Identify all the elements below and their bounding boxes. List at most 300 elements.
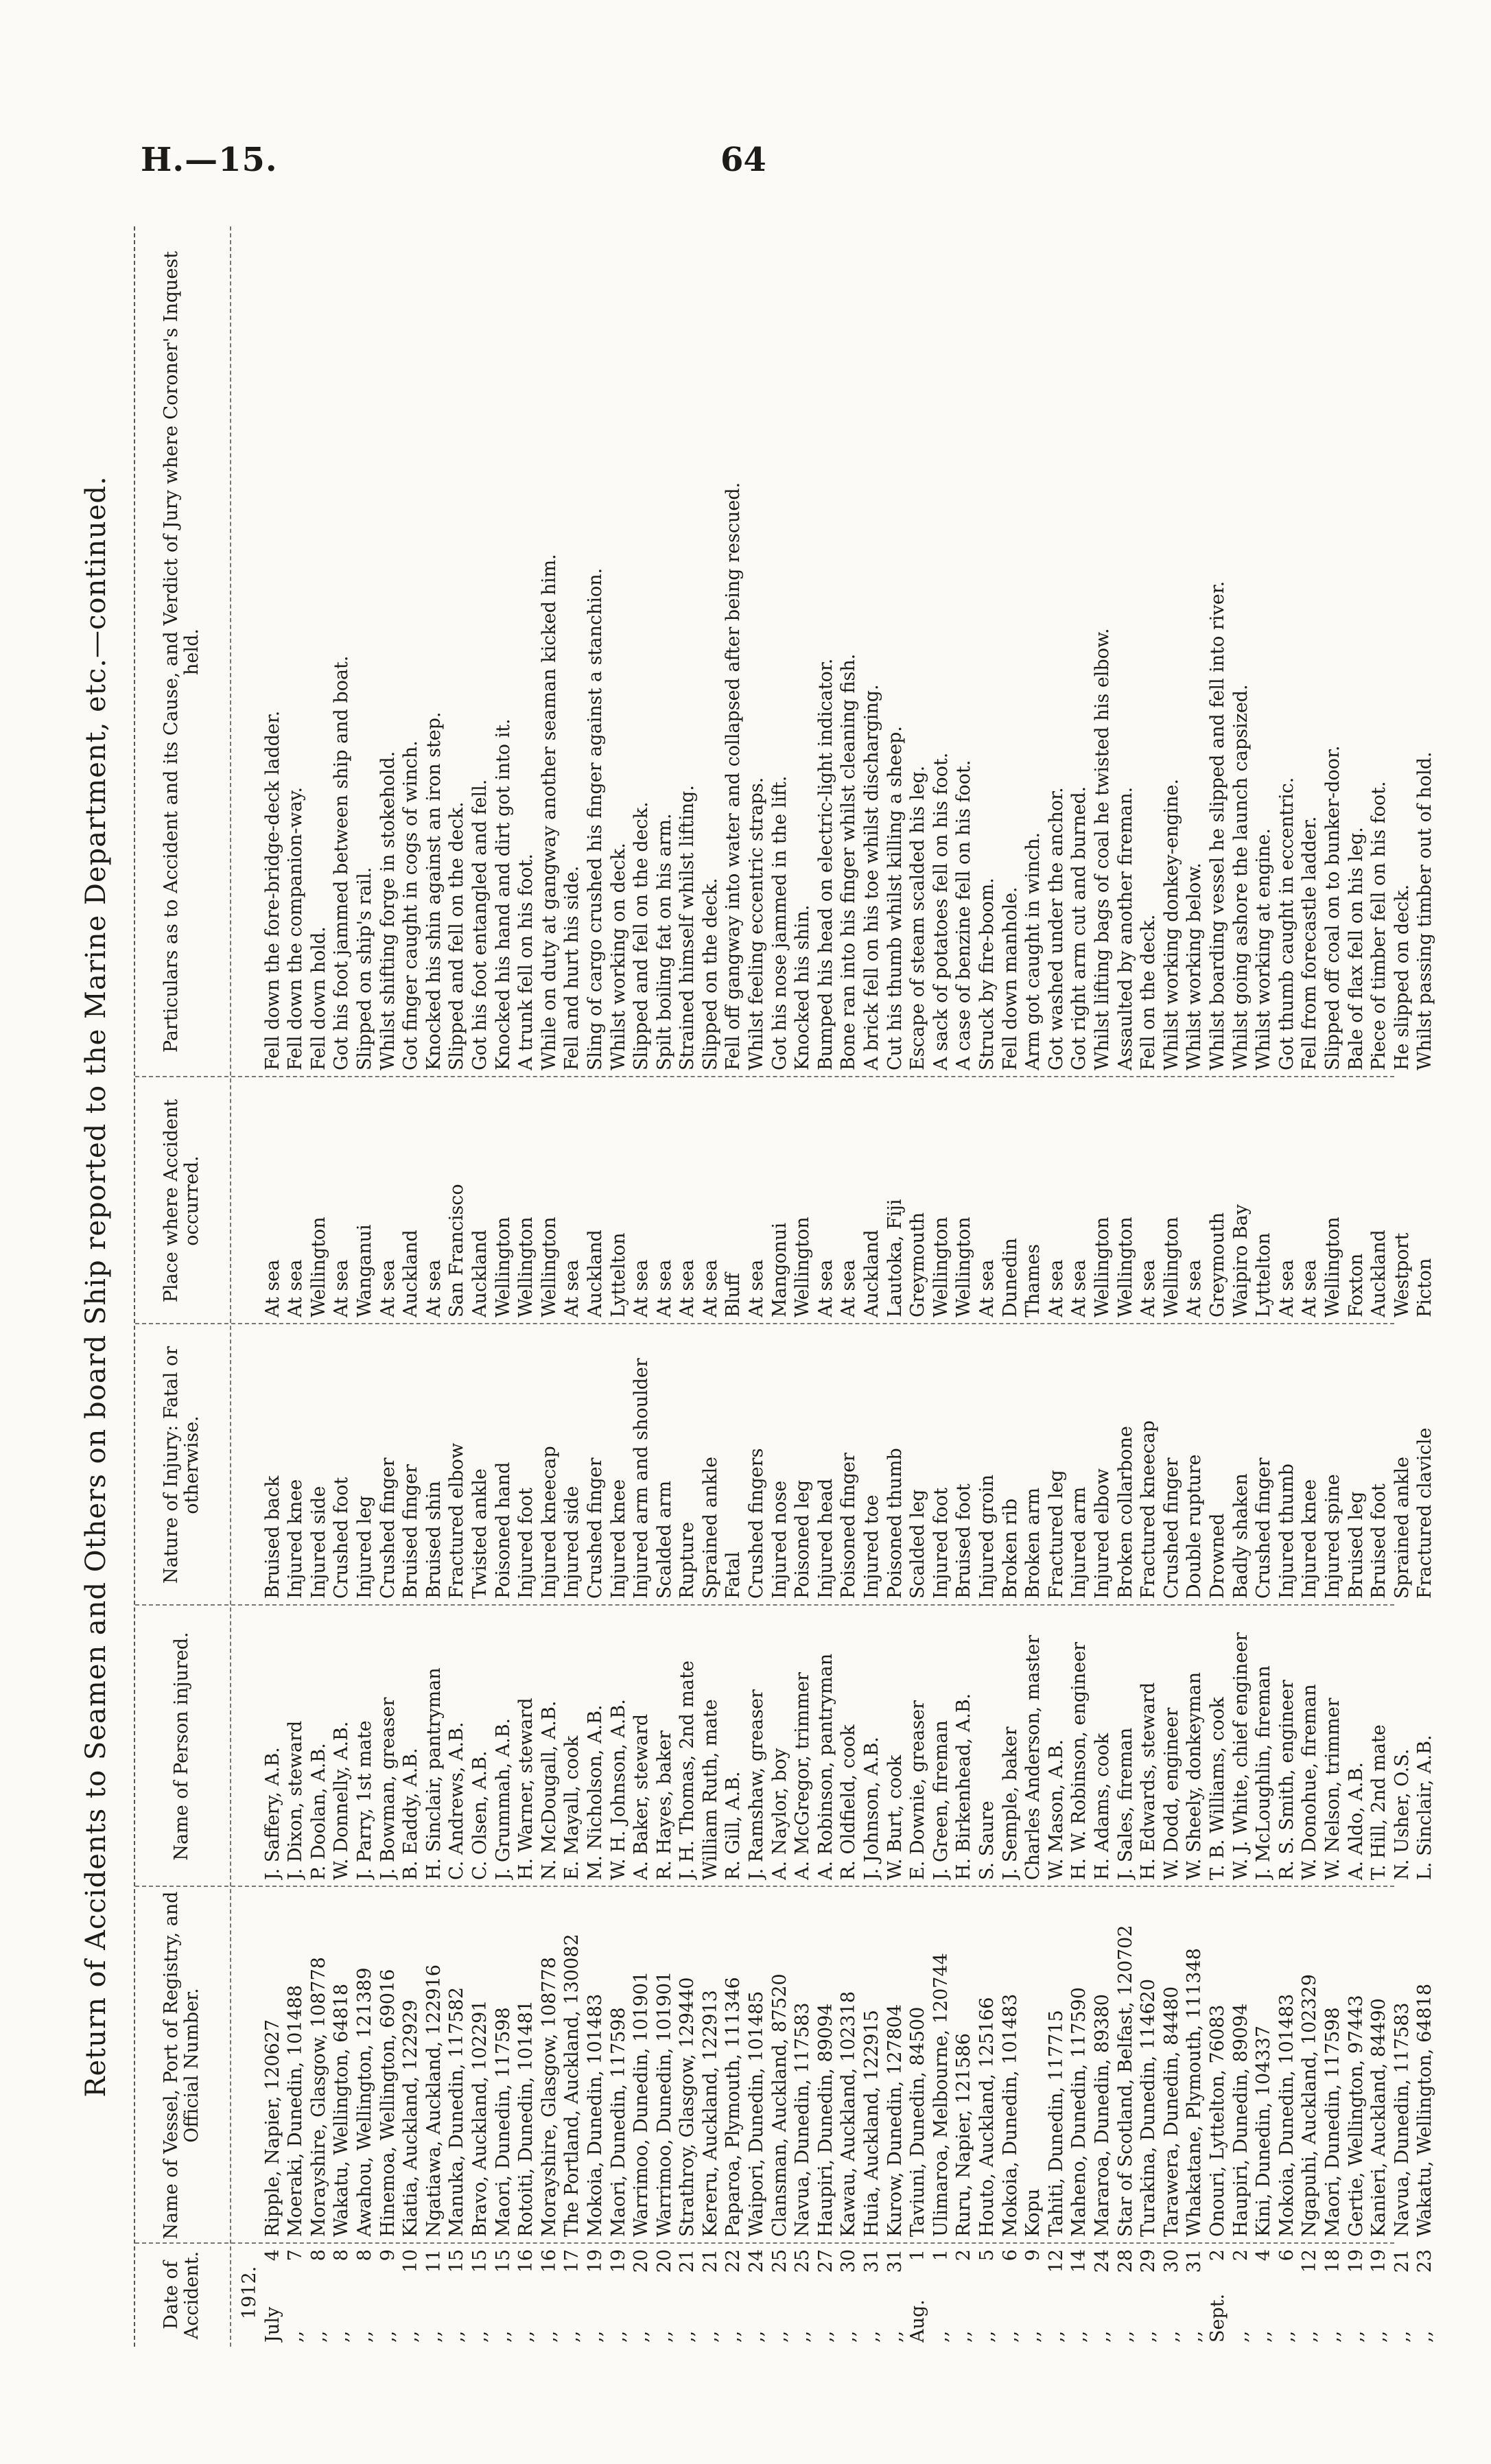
- cell-month: ,,: [930, 2330, 952, 2343]
- cell-place: At sea: [331, 1259, 353, 1317]
- cell-vessel: Kini, Dunedin, 104337: [1253, 2026, 1275, 2237]
- cell-particulars: Fell down the companion-way.: [285, 786, 307, 1070]
- cell-place: At sea: [653, 1259, 675, 1317]
- header-rule: [230, 226, 231, 2347]
- cell-place: At sea: [423, 1259, 445, 1317]
- cell-day: 4: [1253, 2249, 1275, 2262]
- cell-person: N. McDougall, A.B.: [538, 1700, 560, 1880]
- cell-day: 17: [561, 2249, 583, 2273]
- cell-vessel: Wakatu, Wellington, 64818: [331, 1983, 353, 2237]
- table-row: [722, 226, 745, 2347]
- cell-particulars: While on duty at gangway another seaman kicked him.: [538, 554, 560, 1070]
- cell-month: ,,: [999, 2330, 1021, 2343]
- cell-particulars: Whilst working donkey-engine.: [1160, 778, 1182, 1070]
- cell-month: ,,: [653, 2330, 675, 2343]
- cell-person: H. Warner, steward: [515, 1698, 537, 1880]
- cell-month: ,,: [1345, 2330, 1367, 2343]
- cell-person: W. Mason, A.B.: [1045, 1739, 1067, 1880]
- cell-place: At sea: [976, 1259, 998, 1317]
- cell-month: ,,: [1299, 2330, 1321, 2343]
- cell-month: ,,: [538, 2330, 560, 2343]
- cell-day: 28: [1114, 2249, 1136, 2273]
- cell-place: At sea: [677, 1259, 698, 1317]
- cell-injury: Injured side: [561, 1486, 583, 1599]
- cell-day: 9: [1022, 2249, 1044, 2262]
- cell-place: At sea: [1184, 1259, 1206, 1317]
- cell-person: T. B. Williams, cook: [1206, 1697, 1228, 1880]
- cell-day: 12: [1299, 2249, 1321, 2273]
- cell-place: Wellington: [1160, 1217, 1182, 1317]
- cell-month: ,,: [1045, 2330, 1067, 2343]
- cell-day: 5: [976, 2249, 998, 2262]
- cell-month: July: [261, 2306, 283, 2343]
- cell-day: 6: [999, 2249, 1021, 2262]
- cell-month: ,,: [838, 2330, 860, 2343]
- cell-place: Foxton: [1345, 1253, 1367, 1317]
- cell-month: ,,: [515, 2330, 537, 2343]
- cell-place: Wellington: [538, 1217, 560, 1317]
- cell-particulars: Got finger caught in cogs of winch.: [400, 740, 422, 1070]
- cell-vessel: Warrimoo, Dunedin, 101901: [631, 1971, 653, 2237]
- cell-vessel: Tahiti, Dunedin, 117715: [1045, 2010, 1067, 2237]
- header-injury: Nature of Injury: Fatal or otherwise.: [161, 1346, 202, 1584]
- cell-place: Wellington: [792, 1217, 814, 1317]
- table-row: [1068, 226, 1091, 2347]
- cell-day: 30: [1160, 2249, 1182, 2273]
- cell-person: P. Doolan, A.B.: [307, 1743, 329, 1880]
- table-row: [630, 226, 653, 2347]
- cell-vessel: The Portland, Auckland, 130082: [561, 1934, 583, 2237]
- table-row: [884, 226, 907, 2347]
- cell-vessel: Maori, Dunedin, 117598: [1322, 2007, 1343, 2237]
- cell-injury: Injured spine: [1322, 1474, 1343, 1599]
- cell-day: 6: [1276, 2249, 1298, 2262]
- table-row: [999, 226, 1022, 2347]
- cell-day: 16: [538, 2249, 560, 2273]
- cell-person: B. Eaddy, A.B.: [400, 1748, 422, 1880]
- table-row: [353, 226, 377, 2347]
- table-row: [1391, 226, 1414, 2347]
- cell-injury: Bruised shin: [423, 1481, 445, 1599]
- cell-injury: Twisted ankle: [469, 1468, 491, 1599]
- cell-person: W. Nelson, trimmer: [1322, 1698, 1343, 1880]
- cell-injury: Injured head: [814, 1478, 836, 1599]
- cell-vessel: Ruru, Napier, 121586: [953, 2033, 975, 2237]
- cell-month: ,,: [1368, 2330, 1390, 2343]
- cell-month: ,,: [1184, 2330, 1206, 2343]
- cell-injury: Injured arm and shoulder: [631, 1358, 653, 1599]
- cell-particulars: A sack of potatoes fell on his foot.: [930, 752, 952, 1070]
- cell-injury: Injured toe: [861, 1494, 883, 1599]
- cell-injury: Sprained ankle: [1391, 1456, 1413, 1599]
- table-row: [538, 226, 561, 2347]
- header-particulars: Particulars as to Accident and its Cause, and Verdict of Jury where Coroner's Inquest held.: [161, 250, 202, 1053]
- cell-day: 23: [1414, 2249, 1436, 2273]
- cell-month: ,,: [584, 2330, 606, 2343]
- cell-particulars: Bale of flax fell on his leg.: [1345, 827, 1367, 1070]
- cell-place: At sea: [631, 1259, 653, 1317]
- cell-month: ,,: [677, 2330, 698, 2343]
- cell-vessel: Kopu: [1022, 2188, 1044, 2237]
- cell-month: ,,: [1114, 2330, 1136, 2343]
- table-row: [1045, 226, 1068, 2347]
- cell-vessel: Taviuni, Dunedin, 84500: [907, 2006, 929, 2237]
- table-row: [653, 226, 677, 2347]
- cell-injury: Injured thumb: [1276, 1463, 1298, 1599]
- cell-month: ,,: [746, 2330, 768, 2343]
- cell-place: At sea: [1068, 1259, 1090, 1317]
- cell-vessel: Warrimoo, Dunedin, 101901: [653, 1971, 675, 2237]
- cell-injury: Fatal: [723, 1551, 744, 1599]
- cell-vessel: Kurow, Dunedin, 127804: [884, 2004, 906, 2237]
- cell-person: H. Birkenhead, A.B.: [953, 1693, 975, 1880]
- table-row: [676, 226, 699, 2347]
- cell-vessel: Clansman, Auckland, 87520: [768, 1973, 790, 2237]
- cell-day: 9: [377, 2249, 399, 2262]
- cell-injury: Rupture: [677, 1521, 698, 1599]
- cell-day: 27: [814, 2249, 836, 2273]
- cell-person: J. Bowman, greaser: [377, 1697, 399, 1880]
- cell-day: 31: [884, 2249, 906, 2273]
- cell-injury: Injured knee: [285, 1479, 307, 1599]
- cell-particulars: Fell off gangway into water and collapsed after being rescued.: [723, 482, 744, 1070]
- cell-particulars: Fell down manhole.: [999, 887, 1021, 1070]
- cell-vessel: Kereru, Auckland, 122913: [699, 1990, 721, 2237]
- cell-day: 25: [792, 2249, 814, 2273]
- cell-vessel: Houto, Auckland, 125166: [976, 1997, 998, 2237]
- cell-particulars: Slipped and fell on the deck.: [631, 801, 653, 1070]
- year-row: [238, 226, 261, 2347]
- cell-day: 31: [861, 2249, 883, 2273]
- cell-vessel: Gertie, Wellington, 97443: [1345, 1995, 1367, 2237]
- cell-particulars: Escape of steam scalded his leg.: [907, 765, 929, 1070]
- cell-month: ,,: [1138, 2330, 1160, 2343]
- cell-day: 2: [1230, 2249, 1252, 2262]
- cell-day: 19: [1368, 2249, 1390, 2273]
- cell-particulars: Whilst lifting bags of coal he twisted his elbow.: [1091, 628, 1113, 1070]
- cell-place: Auckland: [861, 1230, 883, 1317]
- cell-place: At sea: [814, 1259, 836, 1317]
- cell-day: 14: [1068, 2249, 1090, 2273]
- header-date: Date of Accident.: [161, 2251, 202, 2340]
- cell-particulars: Got his foot entangled and fell.: [469, 779, 491, 1070]
- cell-month: ,,: [307, 2330, 329, 2343]
- cell-particulars: Slipped off coal on to bunker-door.: [1322, 745, 1343, 1070]
- cell-person: J. Semple, baker: [999, 1726, 1021, 1880]
- cell-month: ,,: [814, 2330, 836, 2343]
- cell-day: 15: [469, 2249, 491, 2273]
- cell-month: ,,: [1322, 2330, 1343, 2343]
- table-row: [445, 226, 469, 2347]
- cell-day: 4: [261, 2249, 283, 2262]
- cell-vessel: Ngapuhi, Auckland, 102329: [1299, 1974, 1321, 2237]
- table-row: [1322, 226, 1345, 2347]
- cell-injury: Injured knee: [1299, 1479, 1321, 1599]
- cell-vessel: Manuka, Dunedin, 117582: [446, 1986, 468, 2237]
- cell-injury: Crushed foot: [331, 1477, 353, 1599]
- table-row: [952, 226, 976, 2347]
- cell-injury: Poisoned hand: [492, 1462, 514, 1599]
- cell-injury: Injured side: [307, 1486, 329, 1599]
- rotated-table-area: [69, 226, 1436, 2347]
- table-row: [399, 226, 423, 2347]
- table-row: [930, 226, 953, 2347]
- cell-day: 18: [1322, 2249, 1343, 2273]
- cell-place: At sea: [838, 1259, 860, 1317]
- cell-injury: Bruised finger: [400, 1464, 422, 1599]
- cell-month: ,,: [492, 2330, 514, 2343]
- cell-injury: Crushed finger: [1160, 1457, 1182, 1599]
- cell-month: ,,: [953, 2330, 975, 2343]
- cell-particulars: Strained himself whilst lifting.: [677, 785, 698, 1070]
- cell-injury: Bruised foot: [953, 1483, 975, 1599]
- cell-day: 25: [768, 2249, 790, 2273]
- cell-day: 15: [492, 2249, 514, 2273]
- cell-person: J. Grummah, A.B.: [492, 1717, 514, 1880]
- cell-injury: Crushed finger: [377, 1457, 399, 1599]
- cell-particulars: Struck by fire-boom.: [976, 878, 998, 1070]
- cell-injury: Injured arm: [1068, 1486, 1090, 1599]
- table-row: [561, 226, 584, 2347]
- cell-day: 21: [677, 2249, 698, 2273]
- cell-place: Wellington: [953, 1217, 975, 1317]
- cell-day: 20: [653, 2249, 675, 2273]
- table-row: [976, 226, 999, 2347]
- cell-person: E. Downie, greaser: [907, 1700, 929, 1880]
- cell-place: Wellington: [1114, 1217, 1136, 1317]
- cell-place: Waipiro Bay: [1230, 1204, 1252, 1317]
- cell-vessel: Maori, Dunedin, 117598: [492, 2007, 514, 2237]
- table-row: [492, 226, 515, 2347]
- cell-person: Charles Anderson, master: [1022, 1634, 1044, 1880]
- cell-person: A. McGregor, trimmer: [792, 1671, 814, 1880]
- cell-day: 2: [953, 2249, 975, 2262]
- table-row: [699, 226, 723, 2347]
- cell-month: ,,: [1230, 2330, 1252, 2343]
- cell-particulars: Whilst working at engine.: [1253, 828, 1275, 1070]
- cell-particulars: Fell on the deck.: [1138, 914, 1160, 1070]
- cell-place: Wellington: [307, 1217, 329, 1317]
- cell-particulars: Got washed under the anchor.: [1045, 787, 1067, 1070]
- cell-day: 16: [515, 2249, 537, 2273]
- cell-person: R. Oldfield, cook: [838, 1724, 860, 1880]
- cell-vessel: Ngatiawa, Auckland, 122916: [423, 1964, 445, 2237]
- cell-place: Wellington: [1091, 1217, 1113, 1317]
- cell-injury: Injured kneecap: [538, 1446, 560, 1599]
- cell-month: ,,: [976, 2330, 998, 2343]
- cell-vessel: Bravo, Auckland, 102291: [469, 1999, 491, 2237]
- cell-person: T. Hill, 2nd mate: [1368, 1724, 1390, 1880]
- cell-month: ,,: [377, 2330, 399, 2343]
- table-body: [238, 226, 1437, 2347]
- cell-person: William Ruth, mate: [699, 1699, 721, 1880]
- cell-place: Wanganui: [353, 1224, 375, 1317]
- cell-person: H. Edwards, steward: [1138, 1682, 1160, 1880]
- table-row: [1276, 226, 1299, 2347]
- table-row: [1183, 226, 1206, 2347]
- cell-place: Wellington: [1322, 1217, 1343, 1317]
- table-row: [423, 226, 446, 2347]
- cell-vessel: Star of Scotland, Belfast, 120702: [1114, 1925, 1136, 2237]
- table-row: [1160, 226, 1184, 2347]
- cell-month: ,,: [792, 2330, 814, 2343]
- cell-particulars: Knocked his hand and dirt got into it.: [492, 718, 514, 1070]
- cell-month: ,,: [1068, 2330, 1090, 2343]
- table-row: [745, 226, 768, 2347]
- cell-day: 24: [1091, 2249, 1113, 2273]
- table-row: [1230, 226, 1253, 2347]
- table-row: [1298, 226, 1322, 2347]
- cell-day: 12: [1045, 2249, 1067, 2273]
- cell-vessel: Onouri, Lyttelton, 76083: [1206, 2004, 1228, 2237]
- table-row: [515, 226, 538, 2347]
- cell-month: ,,: [469, 2330, 491, 2343]
- cell-person: W. Dodd, engineer: [1160, 1707, 1182, 1880]
- cell-place: Auckland: [1368, 1230, 1390, 1317]
- accidents-table: [134, 226, 1436, 2347]
- cell-vessel: Wakatu, Wellington, 64818: [1414, 1983, 1436, 2237]
- cell-vessel: Kiatia, Auckland, 122929: [400, 1999, 422, 2237]
- cell-vessel: Awahou, Wellington, 121389: [353, 1967, 375, 2237]
- cell-particulars: Cut his thumb whilst killing a sheep.: [884, 725, 906, 1070]
- cell-particulars: Spilt boiling fat on his arm.: [653, 813, 675, 1070]
- table-row: [1137, 226, 1160, 2347]
- cell-vessel: Hinemoa, Wellington, 69016: [377, 1969, 399, 2237]
- cell-particulars: Whilst going ashore the launch capsized.: [1230, 684, 1252, 1070]
- cell-month: ,,: [353, 2330, 375, 2343]
- cell-day: 7: [285, 2249, 307, 2262]
- cell-place: At sea: [561, 1259, 583, 1317]
- cell-injury: Broken arm: [1022, 1488, 1044, 1599]
- header-person: Name of Person injured.: [171, 1632, 192, 1861]
- cell-vessel: Huia, Auckland, 122915: [861, 2010, 883, 2237]
- table-row: [1413, 226, 1437, 2347]
- cell-injury: Fractured leg: [1045, 1470, 1067, 1599]
- cell-injury: Injured knee: [607, 1479, 629, 1599]
- cell-injury: Scalded leg: [907, 1489, 929, 1599]
- cell-particulars: Piece of timber fell on his foot.: [1368, 781, 1390, 1070]
- table-row: [330, 226, 353, 2347]
- cell-place: Wellington: [515, 1217, 537, 1317]
- cell-injury: Poisoned leg: [792, 1479, 814, 1599]
- cell-person: R. Gill, A.B.: [723, 1771, 744, 1880]
- table-row: [377, 226, 400, 2347]
- cell-day: 2: [1206, 2249, 1228, 2262]
- cell-person: C. Andrews, A.B.: [446, 1722, 468, 1880]
- table-row: [607, 226, 631, 2347]
- cell-month: ,,: [884, 2330, 906, 2343]
- cell-particulars: Got thumb caught in eccentric.: [1276, 777, 1298, 1070]
- cell-vessel: Maori, Dunedin, 117598: [607, 2007, 629, 2237]
- cell-place: Thames: [1022, 1244, 1044, 1317]
- cell-day: 10: [400, 2249, 422, 2273]
- cell-vessel: Rotoiti, Dunedin, 101481: [515, 2000, 537, 2237]
- cell-vessel: Whakatane, Plymouth, 111348: [1184, 1948, 1206, 2237]
- page-id: H.—15.: [141, 141, 278, 179]
- cell-month: ,,: [285, 2330, 307, 2343]
- cell-place: At sea: [1299, 1259, 1321, 1317]
- cell-place: Lyttelton: [607, 1232, 629, 1317]
- cell-month: ,,: [631, 2330, 653, 2343]
- cell-injury: Injured foot: [515, 1488, 537, 1599]
- cell-particulars: Whilst feeling eccentric straps.: [746, 777, 768, 1070]
- cell-month: ,,: [1253, 2330, 1275, 2343]
- cell-particulars: Slipped and fell on the deck.: [446, 801, 468, 1070]
- cell-person: J. Dixon, steward: [285, 1720, 307, 1880]
- cell-month: ,,: [446, 2330, 468, 2343]
- cell-person: J. Johnson, A.B.: [861, 1737, 883, 1880]
- cell-particulars: Whilst working on deck.: [607, 843, 629, 1070]
- cell-day: 21: [699, 2249, 721, 2273]
- cell-particulars: Fell and hurt his side.: [561, 865, 583, 1070]
- cell-vessel: Maheno, Dunedin, 117590: [1068, 1987, 1090, 2237]
- cell-place: Greymouth: [1206, 1212, 1228, 1317]
- cell-person: A. Robinson, pantryman: [814, 1653, 836, 1880]
- cell-injury: Sprained ankle: [699, 1456, 721, 1599]
- table-row: [469, 226, 492, 2347]
- table-row: [284, 226, 307, 2347]
- table-row: [307, 226, 331, 2347]
- cell-particulars: Knocked his shin against an iron step.: [423, 712, 445, 1070]
- cell-injury: Injured leg: [353, 1495, 375, 1599]
- cell-day: 22: [723, 2249, 744, 2273]
- table-row: [860, 226, 884, 2347]
- cell-place: Wellington: [492, 1217, 514, 1317]
- table-row: [1091, 226, 1114, 2347]
- cell-injury: Injured foot: [930, 1488, 952, 1599]
- cell-place: At sea: [1276, 1259, 1298, 1317]
- cell-person: S. Saure: [976, 1800, 998, 1880]
- cell-place: Westport: [1391, 1232, 1413, 1317]
- cell-day: 8: [331, 2249, 353, 2262]
- cell-place: At sea: [1045, 1259, 1067, 1317]
- table-row: [1345, 226, 1368, 2347]
- table-row: [1022, 226, 1045, 2347]
- cell-particulars: Whilst shifting forge in stokehold.: [377, 751, 399, 1070]
- cell-month: ,,: [607, 2330, 629, 2343]
- cell-vessel: Morayshire, Glasgow, 108778: [307, 1957, 329, 2237]
- page-number: 64: [720, 141, 766, 179]
- cell-injury: Crushed finger: [1253, 1457, 1275, 1599]
- cell-place: Auckland: [400, 1230, 422, 1317]
- cell-particulars: He slipped on deck.: [1391, 884, 1413, 1070]
- cell-month: ,,: [1160, 2330, 1182, 2343]
- cell-vessel: Mararoa, Dunedin, 89380: [1091, 1994, 1113, 2237]
- cell-person: H. Adams, cook: [1091, 1733, 1113, 1880]
- cell-injury: Badly shaken: [1230, 1473, 1252, 1599]
- cell-injury: Scalded arm: [653, 1480, 675, 1599]
- cell-place: Lautoka, Fiji: [884, 1199, 906, 1317]
- cell-particulars: Bumped his head on electric-light indicator.: [814, 658, 836, 1070]
- cell-month: ,,: [1091, 2330, 1113, 2343]
- cell-particulars: Fell down the fore-bridge-deck ladder.: [261, 710, 283, 1070]
- cell-place: Lyttelton: [1253, 1232, 1275, 1317]
- cell-particulars: Got his nose jammed in the lift.: [768, 775, 790, 1070]
- cell-place: Auckland: [469, 1230, 491, 1317]
- cell-day: 15: [446, 2249, 468, 2273]
- cell-vessel: Tarawera, Dunedin, 84480: [1160, 1986, 1182, 2237]
- cell-injury: Fractured elbow: [446, 1442, 468, 1599]
- cell-day: 24: [746, 2249, 768, 2273]
- cell-person: E. Mayall, cook: [561, 1735, 583, 1880]
- cell-person: A. Aldo, A.B.: [1345, 1761, 1367, 1880]
- cell-person: W. J. White, chief engineer: [1230, 1632, 1252, 1880]
- cell-vessel: Ripple, Napier, 120627: [261, 2019, 283, 2237]
- cell-person: W. Donnelly, A.B.: [331, 1721, 353, 1880]
- cell-person: H. Sinclair, pantryman: [423, 1667, 445, 1880]
- cell-person: C. Olsen, A.B.: [469, 1750, 491, 1880]
- table-title: Return of Accidents to Seamen and Others on board Ship reported to the Marine Department, etc.—continued.: [80, 476, 112, 2098]
